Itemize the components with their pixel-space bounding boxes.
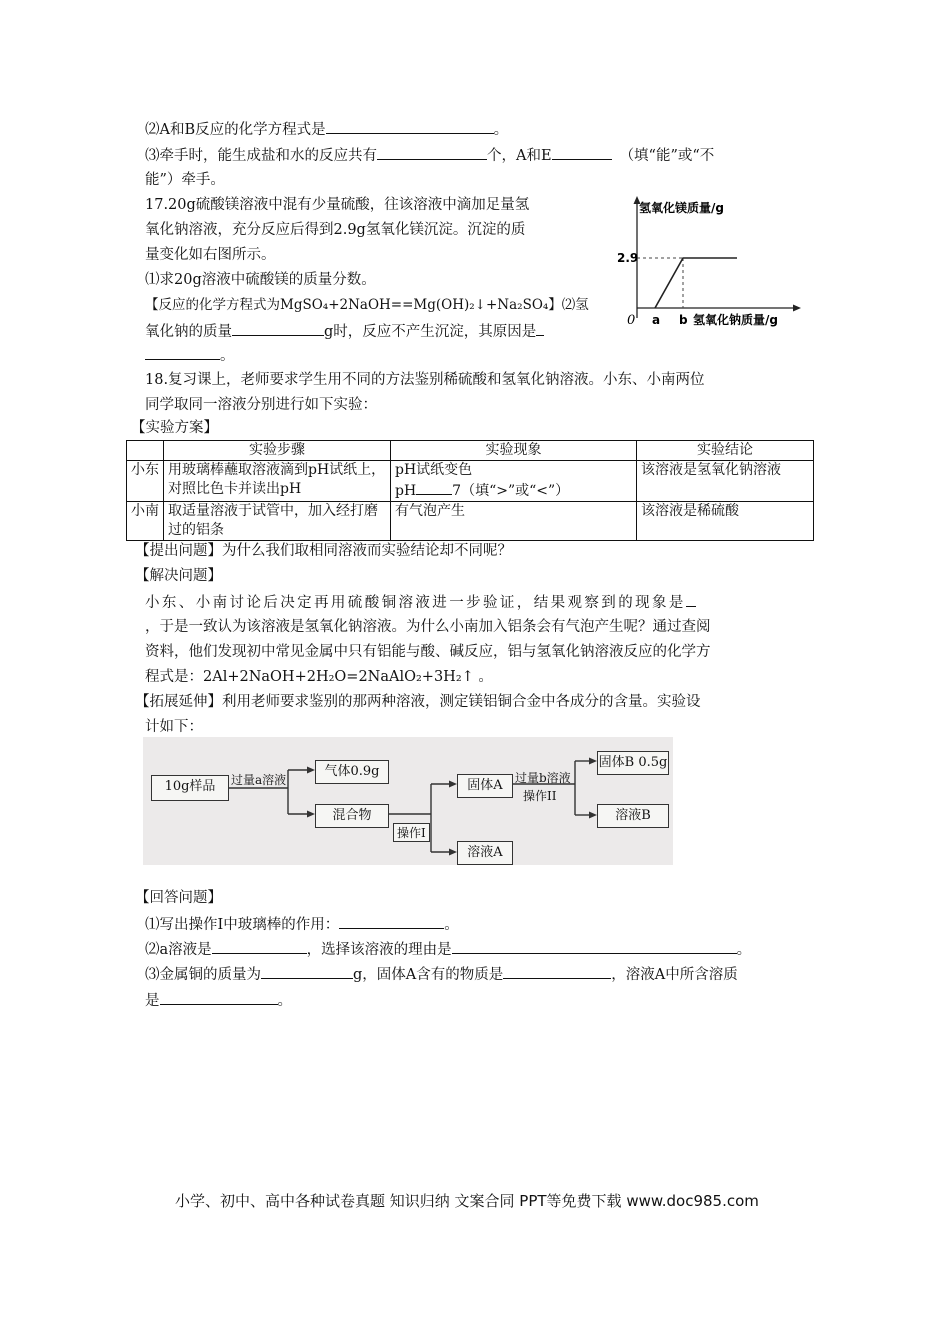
table-header: 实验步骤 — [164, 441, 391, 461]
step-cell: 用玻璃棒蘸取溶液滴到pH试纸上，对照比色卡并读出pH — [164, 461, 391, 502]
tick-a-label: a — [652, 313, 661, 327]
step-cell: 取适量溶液于试管中，加入经打磨过的铝条 — [164, 502, 391, 541]
q17-line-7: 。 — [145, 345, 235, 366]
answer-blank[interactable] — [536, 321, 544, 336]
answer-blank[interactable] — [686, 592, 696, 607]
y-tick-label: 2.9 — [617, 251, 639, 265]
table-header: 实验现象 — [391, 441, 637, 461]
q16-line-4: 能”）牵手。 — [145, 172, 225, 188]
reagent-b-label: 过量b溶液 — [515, 771, 571, 785]
experiment-table — [126, 440, 814, 541]
plan-heading: 【实验方案】 — [131, 420, 218, 436]
answer-line-2: ⑵a溶液是 ，选择该溶液的理由是 。 — [145, 939, 751, 960]
extend-line-1: 【拓展延伸】利用老师要求鉴别的那两种溶液，测定镁铝铜合金中各成分的含量。实验设 — [135, 694, 701, 710]
answer-line-1: ⑴写出操作I中玻璃棒的作用： 。 — [145, 914, 459, 935]
precipitate-line — [655, 258, 737, 308]
experiment-flowchart — [143, 737, 673, 865]
ask-heading: 【提出问题】为什么我们取相同溶液而实验结论却不同呢？ — [135, 543, 512, 559]
student-cell: 小东 — [127, 461, 164, 502]
solve-line-4: 程式是：2Al+2NaOH+2H₂O=2NaAlO₂+3H₂↑ 。 — [145, 669, 493, 685]
solution-a-box: 溶液A — [457, 841, 513, 865]
answer-line-4: 是 。 — [145, 990, 292, 1011]
answer-blank[interactable] — [261, 964, 353, 979]
answer-blank[interactable] — [339, 914, 444, 929]
solid-a-box: 固体A — [457, 774, 513, 798]
phenomenon-cell: pH试纸变色 pH 7（填“>”或“<”） — [391, 461, 637, 502]
conclusion-cell: 该溶液是氢氧化钠溶液 — [637, 461, 814, 502]
answer-heading: 【回答问题】 — [135, 890, 222, 906]
mixture-box: 混合物 — [315, 804, 389, 828]
q17-line-2: 氧化钠溶液，充分反应后得到2.9g氢氧化镁沉淀。沉淀的质 — [145, 222, 526, 238]
answer-blank[interactable] — [503, 964, 611, 979]
q17-line-4: ⑴求20g溶液中硫酸镁的质量分数。 — [145, 272, 376, 288]
student-cell: 小南 — [127, 502, 164, 541]
table-row — [127, 502, 814, 541]
solid-b-box: 固体B 0.5g — [597, 751, 669, 775]
q18-line-2: 同学取同一溶液分别进行如下实验： — [145, 397, 377, 413]
q17-line-1: 17.20g硫酸镁溶液中混有少量硫酸，往该溶液中滴加足量氢 — [145, 197, 530, 213]
sample-box: 10g样品 — [151, 775, 229, 801]
answer-blank[interactable] — [232, 321, 324, 336]
table-header: 实验结论 — [637, 441, 814, 461]
answer-blank[interactable] — [377, 145, 487, 160]
answer-blank[interactable] — [160, 990, 278, 1005]
page-footer: 小学、初中、高中各种试卷真题 知识归纳 文案合同 PPT等免费下载 www.doc985.com — [175, 1192, 759, 1210]
answer-blank[interactable] — [212, 939, 307, 954]
q17-line-5: 【反应的化学方程式为MgSO₄+2NaOH==Mg(OH)₂↓+Na₂SO₄】⑵氢 — [145, 297, 589, 313]
table-row — [127, 461, 814, 502]
operation-1-label: 操作I — [393, 823, 430, 842]
reagent-a-label: 过量a溶液 — [231, 773, 287, 787]
q17-line-6: 氧化钠的质量 g时，反应不产生沉淀，其原因是 — [145, 321, 544, 342]
q18-line-1: 18.复习课上，老师要求学生用不同的方法鉴别稀硫酸和氢氧化钠溶液。小东、小南两位 — [145, 372, 705, 388]
precipitate-graph — [615, 190, 805, 335]
x-axis-label: 氢氧化钠质量/g — [693, 313, 778, 327]
flow-arrows — [143, 737, 673, 865]
q17-line-3: 量变化如右图所示。 — [145, 247, 276, 263]
operation-2-label: 操作II — [523, 789, 557, 803]
answer-blank[interactable] — [452, 939, 737, 954]
gas-box: 气体0.9g — [315, 760, 389, 784]
answer-blank[interactable] — [552, 145, 612, 160]
solve-line-2: ，于是一致认为该溶液是氢氧化钠溶液。为什么小南加入铝条会有气泡产生呢？通过查阅 — [145, 619, 711, 635]
x-axis-arrow — [793, 305, 801, 312]
table-header-row — [127, 441, 814, 461]
q16-line-2: ⑵A和B反应的化学方程式是 。 — [145, 119, 508, 140]
solve-line-3: 资料，他们发现初中常见金属中只有铝能与酸、碱反应，铝与氢氧化钠溶液反应的化学方 — [145, 644, 711, 660]
solve-heading: 【解决问题】 — [135, 568, 222, 584]
origin-label: 0 — [627, 313, 636, 328]
conclusion-cell: 该溶液是稀硫酸 — [637, 502, 814, 541]
answer-blank[interactable] — [326, 119, 494, 134]
solve-line-1: 小东、小南讨论后决定再用硫酸铜溶液进一步验证，结果观察到的现象是 — [145, 592, 696, 613]
q16-line-3: ⑶牵手时，能生成盐和水的反应共有 个，A和E （填“能”或“不 — [145, 145, 714, 166]
solution-b-box: 溶液B — [597, 804, 669, 828]
y-axis-label: 氢氧化镁质量/g — [639, 201, 724, 215]
answer-blank[interactable] — [416, 480, 452, 495]
tick-b-label: b — [679, 313, 688, 327]
extend-line-2: 计如下： — [145, 719, 203, 735]
answer-line-3: ⑶金属铜的质量为 g，固体A含有的物质是 ，溶液A中所含溶质 — [145, 964, 738, 985]
table-header-empty — [127, 441, 164, 461]
phenomenon-cell: 有气泡产生 — [391, 502, 637, 541]
answer-blank[interactable] — [145, 345, 220, 360]
